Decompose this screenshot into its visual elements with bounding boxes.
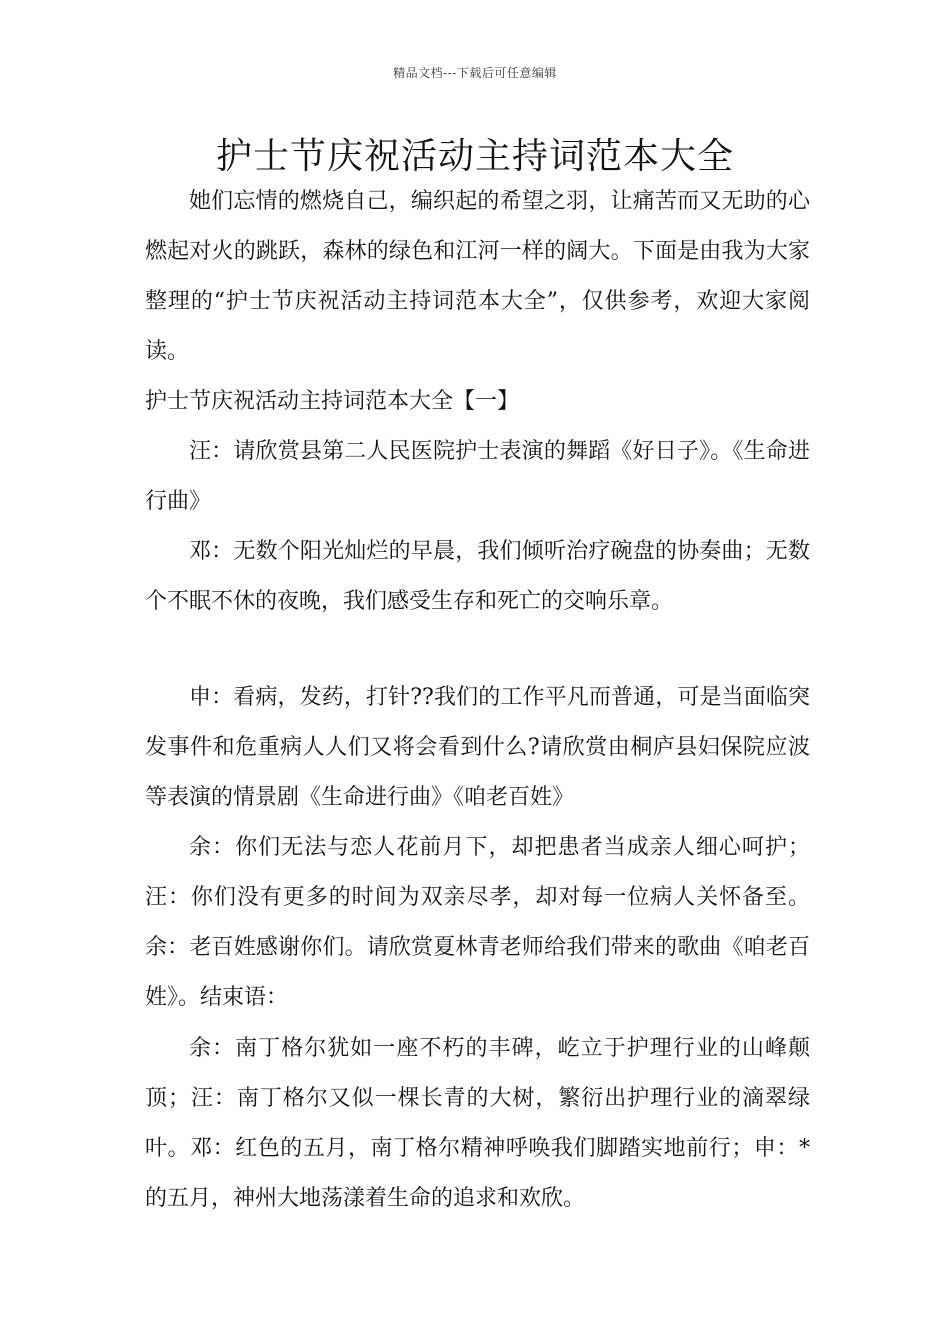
intro-paragraph: 她们忘情的燃烧自己，编织起的希望之羽，让痛苦而又无助的心燃起对火的跳跃，森林的绿色和江河一样的阔大。下面是由我为大家整理的“护士节庆祝活动主持词范本大全”，仅供参考，欢迎大家阅读。 xyxy=(145,189,810,364)
section-heading: 护士节庆祝活动主持词范本大全【一】 xyxy=(145,389,520,414)
script-paragraph: 汪：请欣赏县第二人民医院护士表演的舞蹈《好日子》。《生命进行曲》 xyxy=(145,439,810,514)
closing-paragraph: 余：南丁格尔犹如一座不朽的丰碑，屹立于护理行业的山峰颠顶；汪：南丁格尔又似一棵长青的大树，繁衍出护理行业的滴翠绿叶。邓：红色的五月，南丁格尔精神呼唤我们脚踏实地前行；申：*的五月，神州大地荡漾着生命的追求和欢欣。 xyxy=(145,1036,810,1211)
script-paragraph: 邓：无数个阳光灿烂的早晨，我们倾听治疗碗盘的协奏曲；无数个不眠不休的夜晚，我们感受生存和死亡的交响乐章。 xyxy=(145,539,810,614)
script-paragraph: 余：你们无法与恋人花前月下，却把患者当成亲人细心呵护；汪：你们没有更多的时间为双亲尽孝，却对每一位病人关怀备至。余：老百姓感谢你们。请欣赏夏林青老师给我们带来的歌曲《咱老百姓》。结束语： xyxy=(145,835,810,1010)
script-paragraph: 申：看病，发药，打针??我们的工作平凡而普通，可是当面临突发事件和危重病人人们又将会看到什么?请欣赏由桐庐县妇保院应波等表演的情景剧《生命进行曲》《咱老百姓》 xyxy=(145,685,810,810)
header-note: 精品文档---下载后可任意编辑 xyxy=(393,66,557,80)
page-title: 护士节庆祝活动主持词范本大全 xyxy=(215,136,734,177)
